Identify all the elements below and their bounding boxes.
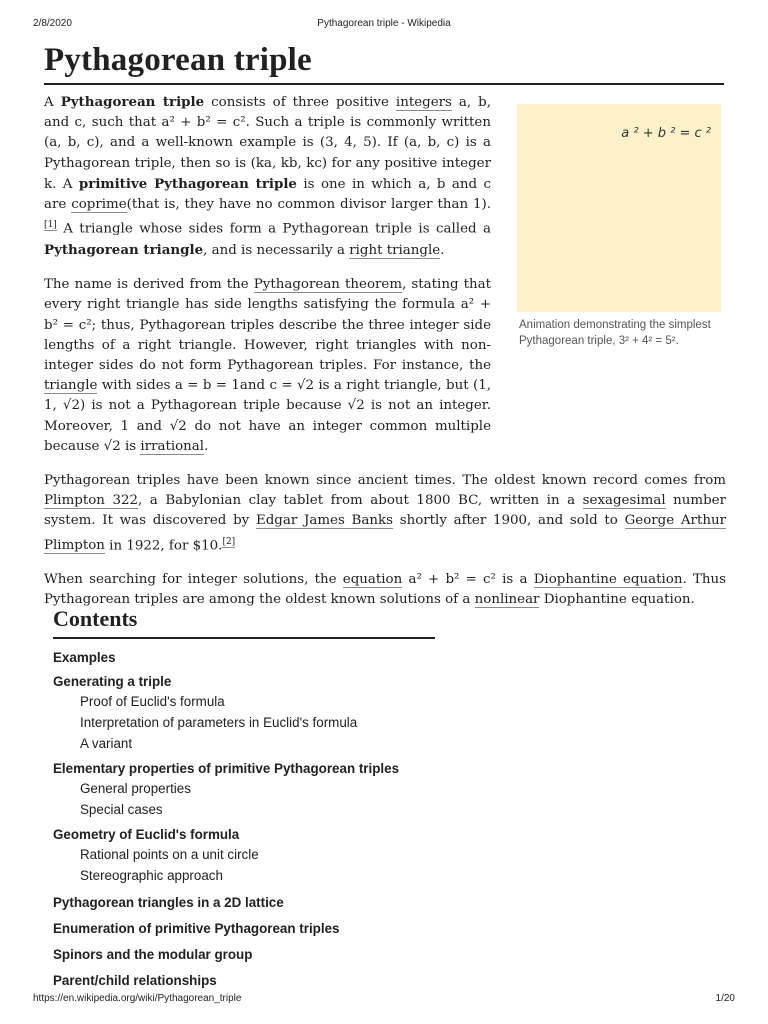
link-integers[interactable]: integers (395, 95, 452, 110)
toc-subitem[interactable]: Special cases (80, 802, 163, 817)
page-number: 1/20 (715, 993, 735, 1004)
link-diophantine-equation[interactable]: Diophantine equation (533, 572, 683, 588)
toc-subitem[interactable]: Proof of Euclid's formula (80, 694, 225, 709)
toc-item-generating-a-triple[interactable]: Generating a triple (53, 674, 172, 689)
toc-subitem[interactable]: Interpretation of parameters in Euclid's formula (80, 715, 358, 730)
toc-subitem[interactable]: Stereographic approach (80, 868, 223, 883)
intro-paragraph-2: The name is derived from the Pythagorean theorem, stating that every right triangle has side lengths satisfying the formula a² + b² = c²; thus, Pythagorean triples describe the three integer side lengths of a right triangle. However, right triangles with non-integer sides do not form Pythagorean triples. For instance, the triangle with sides a = b = 1and c = √2 is a right triangle, but (1, 1, √2) is not a Pythagorean triple because √2 is not an integer. Moreover, 1 and √2 do not have an integer common multiple because √2 is irrational. (44, 277, 491, 454)
link-sexagesimal[interactable]: sexagesimal (582, 493, 666, 509)
reference-1[interactable]: [1] (44, 220, 57, 231)
intro-paragraph-1: A Pythagorean triple consists of three positive integers a, b, and c, such that a² + b² = c². Such a triple is commonly written (a, b, c), and a well-known example is (3, 4, 5). If (a, b, c) is a Pythagorean triple, then so is (ka, kb, kc) for any positive integer k. A primitive Pythagorean triple is one in which a, b and c are coprime(that is, they have no common divisor larger than 1).[1] A triangle whose sides form a Pythagorean triple is called a Pythagorean triangle, and is necessarily a right triangle. (44, 94, 491, 258)
link-equation[interactable]: equation (342, 572, 403, 588)
toc-item-spinors[interactable]: Spinors and the modular group (53, 947, 253, 962)
print-page-title: Pythagorean triple - Wikipedia (317, 18, 451, 29)
toc-item-elementary-properties[interactable]: Elementary properties of primitive Pythagorean triples (53, 761, 400, 776)
animation-formula: a ² + b ² = c ² (621, 126, 711, 141)
link-irrational[interactable]: irrational (140, 438, 205, 454)
link-george-arthur-plimpton[interactable]: George Arthur Plimpton (44, 513, 726, 553)
intro-paragraph-4: When searching for integer solutions, the equation a² + b² = c² is a Diophantine equation. Thus Pythagorean triples are among the oldest known solutions of a nonlinear Diophantine equation. (44, 572, 726, 608)
link-nonlinear[interactable]: nonlinear (474, 592, 540, 608)
article-title: Pythagorean triple (44, 42, 724, 85)
toc-title: Contents (53, 606, 435, 639)
toc-subitem[interactable]: General properties (80, 781, 191, 796)
link-plimpton-322[interactable]: Plimpton 322 (44, 493, 139, 509)
reference-2[interactable]: [2] (222, 536, 236, 547)
toc-item-geometry-of-euclids-formula[interactable]: Geometry of Euclid's formula (53, 827, 240, 842)
toc-subitem[interactable]: Rational points on a unit circle (80, 847, 259, 862)
infobox-caption: Animation demonstrating the simplest Pythagorean triple, 3² + 4² = 5². (519, 319, 711, 347)
link-triangle[interactable]: triangle (44, 378, 98, 394)
print-date: 2/8/2020 (33, 18, 72, 29)
table-of-contents (53, 606, 435, 990)
link-coprime[interactable]: coprime (71, 197, 127, 213)
page-url: https://en.wikipedia.org/wiki/Pythagorean_triple (33, 993, 242, 1004)
toc-item-enumeration[interactable]: Enumeration of primitive Pythagorean triples (53, 921, 340, 936)
toc-subitem[interactable]: A variant (80, 736, 133, 751)
link-pythagorean-theorem[interactable]: Pythagorean theorem (253, 277, 403, 293)
toc-item-2d-lattice[interactable]: Pythagorean triangles in a 2D lattice (53, 895, 284, 910)
link-right-triangle[interactable]: right triangle (349, 242, 441, 258)
article-body (44, 92, 726, 611)
link-edgar-james-banks[interactable]: Edgar James Banks (255, 513, 393, 529)
print-footer (0, 993, 768, 1007)
toc-item-parent-child[interactable]: Parent/child relationships (53, 973, 217, 988)
toc-item-examples[interactable]: Examples (53, 650, 116, 665)
print-header (0, 18, 768, 32)
intro-paragraph-3: Pythagorean triples have been known since ancient times. The oldest known record comes from Plimpton 322, a Babylonian clay tablet from about 1800 BC, written in a sexagesimal number system. It was discovered by Edgar James Banks shortly after 1900, and sold to George Arthur Plimpton in 1922, for $10.[2] (44, 472, 726, 553)
